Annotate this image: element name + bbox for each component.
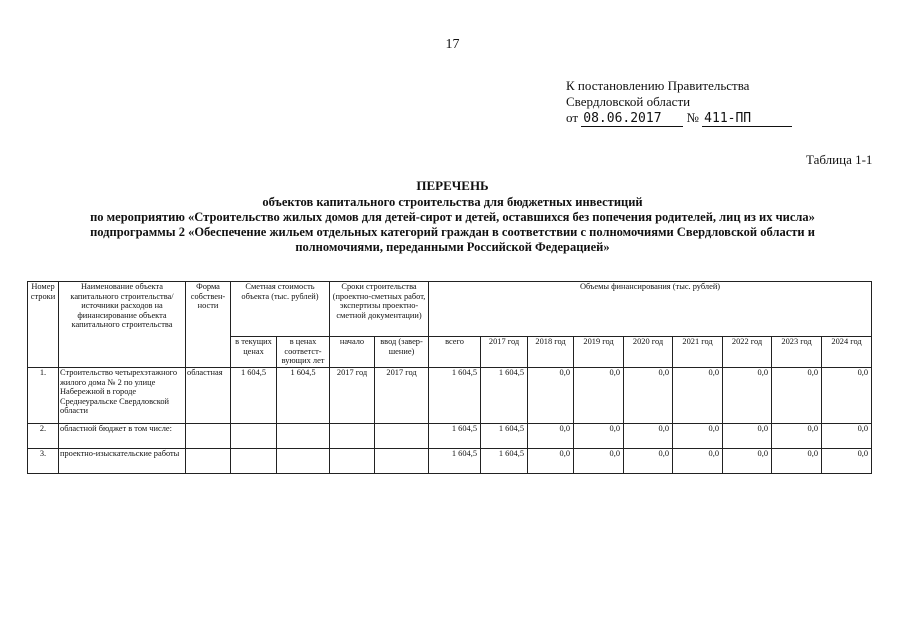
cell-year-value: 0,0 xyxy=(723,424,772,449)
cell-ownership xyxy=(186,449,231,474)
cell-row-no: 3. xyxy=(28,449,59,474)
cell-row-no: 1. xyxy=(28,368,59,424)
header-year: 2019 год xyxy=(574,337,624,368)
cell-completion xyxy=(375,449,429,474)
cell-current-prices: 1 604,5 xyxy=(231,368,277,424)
cell-year-prices: 1 604,5 xyxy=(277,368,330,424)
cell-year-prices xyxy=(277,449,330,474)
cell-year-value: 0,0 xyxy=(624,449,673,474)
header-year: 2022 год xyxy=(723,337,772,368)
header-estimated-cost: Сметная стоимость объекта (тыс. рублей) xyxy=(231,282,330,337)
cell-year-value: 0,0 xyxy=(673,449,723,474)
decree-number: 411-ПП xyxy=(702,112,792,127)
cell-year-prices xyxy=(277,424,330,449)
header-year: 2023 год xyxy=(772,337,822,368)
cell-ownership: областная xyxy=(186,368,231,424)
cell-completion xyxy=(375,424,429,449)
page-number: 17 xyxy=(445,37,460,52)
document-title xyxy=(0,178,905,255)
header-completion: ввод (завер-шение) xyxy=(375,337,429,368)
approval-date-line xyxy=(566,110,792,127)
cell-year-value: 0,0 xyxy=(822,368,872,424)
title-line-1: объектов капитального строительства для бюджетных инвестиций xyxy=(262,195,643,209)
cell-year-value: 0,0 xyxy=(528,449,574,474)
header-year: 2018 год xyxy=(528,337,574,368)
cell-year-value: 0,0 xyxy=(772,449,822,474)
cell-year-value: 0,0 xyxy=(723,449,772,474)
cell-start xyxy=(330,449,375,474)
cell-year-value: 0,0 xyxy=(723,368,772,424)
cell-row-no: 2. xyxy=(28,424,59,449)
cell-year-value: 0,0 xyxy=(772,368,822,424)
cell-year-value: 0,0 xyxy=(673,424,723,449)
header-object-name: Наименование объекта капитального строительства/ источники расходов на финансирование объекта капитального строительства xyxy=(59,282,186,368)
table-row xyxy=(28,449,872,474)
cell-object-name: областной бюджет в том числе: xyxy=(59,424,186,449)
table-row xyxy=(28,368,872,424)
cell-year-value: 1 604,5 xyxy=(481,424,528,449)
cell-year-value: 0,0 xyxy=(574,424,624,449)
title-line-3: подпрограммы 2 «Обеспечение жильем отдельных категорий граждан в соответствии с полномочиями Свердловской области и xyxy=(90,225,815,239)
header-financing: Объемы финансирования (тыс. рублей) xyxy=(429,282,872,337)
cell-year-value: 0,0 xyxy=(822,449,872,474)
header-current-prices: в текущих ценах xyxy=(231,337,277,368)
cell-year-value: 1 604,5 xyxy=(481,449,528,474)
cell-year-value: 0,0 xyxy=(528,368,574,424)
cell-ownership xyxy=(186,424,231,449)
title-line-2: по мероприятию «Строительство жилых домов для детей-сирот и детей, оставшихся без попечения родителей, лиц из их числа» xyxy=(90,210,815,224)
decree-date: 08.06.2017 xyxy=(581,112,683,127)
date-prefix: от xyxy=(566,110,579,125)
cell-year-value: 0,0 xyxy=(528,424,574,449)
header-year: 2017 год xyxy=(481,337,528,368)
cell-current-prices xyxy=(231,449,277,474)
title-line-4: полномочиями, переданными Российской Федерацией» xyxy=(295,240,610,254)
header-year: 2020 год xyxy=(624,337,673,368)
investment-table xyxy=(27,281,872,474)
table-row xyxy=(28,424,872,449)
header-row-no: Номер строки xyxy=(28,282,59,368)
header-total: всего xyxy=(429,337,481,368)
cell-total: 1 604,5 xyxy=(429,424,481,449)
header-year: 2021 год xyxy=(673,337,723,368)
approval-line-2: Свердловской области xyxy=(566,94,691,109)
cell-year-value: 0,0 xyxy=(624,368,673,424)
cell-year-value: 0,0 xyxy=(772,424,822,449)
cell-year-value: 0,0 xyxy=(574,449,624,474)
header-start: начало xyxy=(330,337,375,368)
number-prefix: № xyxy=(686,110,699,125)
cell-start: 2017 год xyxy=(330,368,375,424)
cell-year-value: 0,0 xyxy=(574,368,624,424)
header-ownership: Форма собствен-ности xyxy=(186,282,231,368)
approval-block xyxy=(566,78,792,127)
header-year-prices: в ценах соответст-вующих лет xyxy=(277,337,330,368)
cell-start xyxy=(330,424,375,449)
title-main: ПЕРЕЧЕНЬ xyxy=(416,178,489,193)
cell-year-value: 0,0 xyxy=(673,368,723,424)
cell-current-prices xyxy=(231,424,277,449)
cell-object-name: Строительство четырехэтажного жилого дома № 2 по улице Набережной в городе Среднеуральске Свердловской области xyxy=(59,368,186,424)
cell-object-name: проектно-изыскательские работы xyxy=(59,449,186,474)
table-label: Таблица 1-1 xyxy=(806,152,873,167)
cell-total: 1 604,5 xyxy=(429,368,481,424)
cell-year-value: 0,0 xyxy=(624,424,673,449)
cell-total: 1 604,5 xyxy=(429,449,481,474)
header-year: 2024 год xyxy=(822,337,872,368)
header-deadlines: Сроки строительства (проектно-сметных работ, экспертизы проектно-сметной документации) xyxy=(330,282,429,337)
cell-year-value: 0,0 xyxy=(822,424,872,449)
cell-year-value: 1 604,5 xyxy=(481,368,528,424)
cell-completion: 2017 год xyxy=(375,368,429,424)
approval-line-1: К постановлению Правительства xyxy=(566,78,750,93)
